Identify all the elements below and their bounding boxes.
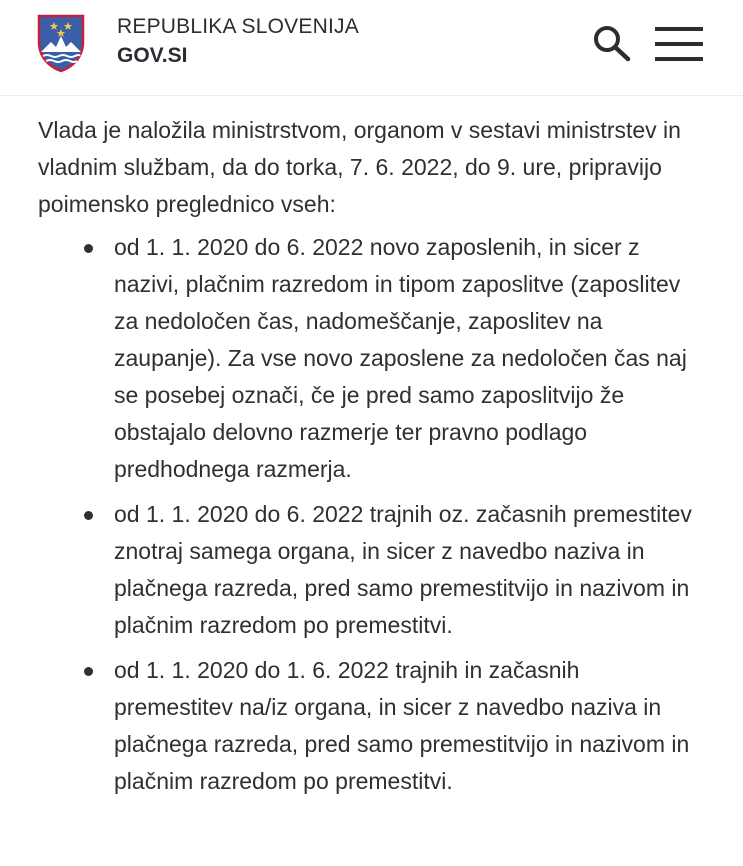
list-item-text: od 1. 1. 2020 do 6. 2022 novo zaposlenih, in sicer z nazivi, plačnim razredom in tipom zaposlitve (zaposlitev za nedoločen čas, nadomeščanje, zaposlitev na zaupanje). Za vse novo zaposlene za nedoločen čas naj se posebej označi, če je pred samo zaposlitvijo že obstajalo delovno razmerje ter pravno podlago predhodnega razmerja.	[114, 234, 687, 482]
bullet-icon	[84, 667, 93, 676]
list-item-text: od 1. 1. 2020 do 6. 2022 trajnih oz. začasnih premestitev znotraj samega organa, in sicer z navedbo naziva in plačnega razreda, pred samo premestitvijo in nazivom in plačnim razredom po premestitvi.	[114, 501, 692, 638]
brand-title: REPUBLIKA SLOVENIJA	[117, 15, 359, 38]
list-item	[38, 652, 705, 800]
bullet-icon	[84, 511, 93, 520]
site-header	[0, 0, 743, 96]
brand[interactable]	[117, 14, 359, 70]
article-content	[0, 112, 743, 800]
list-item	[38, 229, 705, 488]
list-item-text: od 1. 1. 2020 do 1. 6. 2022 trajnih in začasnih premestitev na/iz organa, in sicer z navedbo naziva in plačnega razreda, pred samo premestitvijo in nazivom in plačnim razredom po premestitvi.	[114, 657, 690, 794]
search-icon	[590, 22, 632, 64]
list-item	[38, 496, 705, 644]
article-intro: Vlada je naložila ministrstvom, organom v sestavi ministrstev in vladnim službam, da do torka, 7. 6. 2022, do 9. ure, pripravijo poimensko preglednico vseh:	[38, 117, 681, 217]
brand-domain: GOV.SI	[117, 44, 188, 67]
menu-button[interactable]	[654, 24, 704, 64]
slovenia-coat-of-arms-icon[interactable]	[36, 12, 86, 74]
search-button[interactable]	[590, 22, 632, 64]
hamburger-menu-icon	[654, 24, 704, 64]
article-list	[38, 229, 705, 800]
bullet-icon	[84, 244, 93, 253]
